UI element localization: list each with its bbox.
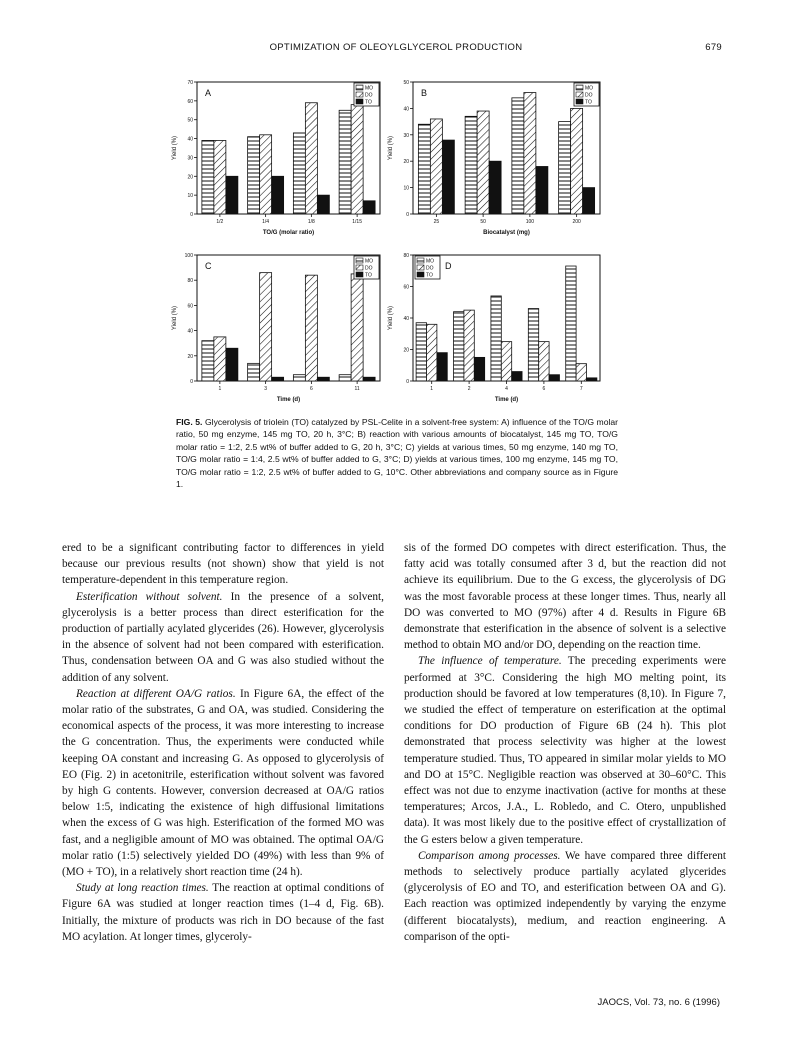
body-column-left (62, 540, 384, 945)
bar-do (260, 273, 272, 381)
bar-to (272, 377, 284, 381)
bar-do (305, 103, 317, 214)
legend-label: DO (426, 265, 434, 272)
legend-label: MO (365, 258, 374, 265)
bar-do (260, 135, 272, 214)
x-axis-label: Time (d) (276, 397, 301, 403)
legend-label: DO (365, 265, 373, 272)
x-tick-label: 1/8 (307, 219, 315, 225)
page-number: 679 (705, 42, 722, 53)
bar-mo (491, 296, 501, 381)
legend-swatch-mo (576, 85, 583, 90)
bar-mo (248, 137, 260, 214)
bar-mo (248, 363, 260, 381)
y-tick-label: 30 (403, 132, 409, 139)
paragraph-text: In Figure 6A, the effect of the molar ratio of the substrates, G and OA, was studied. Considering the economical aspects of the process, it was more interesting to increase the G concentration. Thus, the experiments were conducted while keeping OA constant and increasing G. As opposed to glycerolysis of EO (Fig. 2) in acetonitrile, esterification without solvent was favored by high G contents. However, conversion decreased at OA/G ratios below 1:5, indicating the existence of high diffusional limitations when the excess of G was high. Esterification of the formed MO was fast, and a negligible amount of MO was obtained. The optimal OA/G molar ratio (1:5) selectively yielded DO (49%) with less than 9% of (MO + TO), in a relatively short reaction time (24 h). (62, 687, 384, 879)
y-tick-label: 20 (187, 174, 193, 181)
paragraph-heading: The influence of temperature. (418, 655, 562, 668)
y-axis-label: Yield (%) (172, 135, 178, 161)
x-tick-label: 6 (309, 386, 313, 392)
legend-label: TO (365, 99, 372, 106)
x-axis-label: Time (d) (494, 397, 519, 403)
paragraph-text: The preceding experiments were performed at 3°C. Considering the high MO melting point, its production should be favored at low temperatures (8,10). In Figure 7, we studied the effect of temperature on esterification at the optimal conditions for DO production of Figure 6B (24 h). This plot demonstrated that process selectivity was higher at the lowest temperature studied. Thus, TO appeared in similar molar yields to MO and DO at 15°C. Negligible reaction was observed at 30–60°C. This effect was not due to enzyme inactivation (active for months at these temperatures; Arcos, J.A., L. Robledo, and C. Otero, unpublished data). It was most likely due to the positive effect of crystallization of the G esters below a given temperature. (404, 655, 727, 846)
x-tick-label: 4 (505, 386, 508, 392)
legend-swatch-do (356, 265, 363, 270)
y-tick-label: 10 (403, 185, 409, 192)
panel-letter: A (205, 88, 212, 98)
y-axis-label: Yield (%) (388, 305, 394, 331)
paragraph-text: The reaction at optimal conditions of Figure 6A was studied at longer reaction times (1–4 d, Fig. 6B). Initially, the mixture of products was rich in DO because of the fast MO acylation. At longer times, glyceroly- (62, 882, 384, 943)
bar-mo (416, 323, 426, 381)
bar-do (501, 342, 511, 381)
x-tick-label: 3 (264, 386, 268, 392)
y-tick-label: 60 (187, 98, 193, 105)
bar-to (536, 166, 548, 214)
paragraph-text: We have compared three different methods to selectively produce partially acylated glycerides (glycerolysis of EO and TO, and esterification between OA and G). Each reaction was optimized independently by varying the enzyme (different biocatalysts), medium, and reaction engineering. A comparison of the opti- (404, 849, 726, 943)
bar-do (464, 310, 474, 381)
y-tick-label: 70 (187, 80, 193, 86)
legend-label: MO (585, 85, 594, 92)
panel-letter: B (421, 88, 428, 98)
y-tick-label: 40 (403, 316, 409, 322)
bar-mo (202, 140, 214, 214)
legend-label: TO (585, 99, 592, 106)
y-tick-label: 40 (403, 106, 409, 113)
bar-do (477, 111, 489, 214)
bar-to (272, 176, 284, 214)
running-header (0, 40, 792, 58)
y-tick-label: 0 (406, 212, 409, 218)
y-tick-label: 30 (187, 155, 193, 162)
chart-panel-c (172, 253, 380, 403)
y-tick-label: 100 (184, 253, 193, 259)
y-tick-label: 80 (187, 278, 193, 285)
legend-swatch-to (356, 272, 363, 277)
bar-to (363, 377, 375, 381)
x-tick-label: 1 (218, 386, 222, 392)
y-axis-label: Yield (%) (388, 135, 394, 161)
bar-do (571, 108, 583, 214)
y-tick-label: 50 (403, 80, 409, 86)
paragraph-heading: Esterification without solvent. (76, 590, 223, 603)
legend-swatch-do (356, 92, 363, 97)
y-tick-label: 50 (187, 117, 193, 124)
body-column-right (404, 540, 726, 945)
paragraph: sis of the formed DO competes with direct esterification. Thus, the fatty acid was totally consumed after 3 d, but the reaction did not achieve its equilibrium. Due to the G excess, the glycerolysis of DG was the most favorable process at these longer times. Thus, nearly all DO was converted to MO (97%) after 4 d. Results in Figure 6B demonstrate that esterification in the absence of solvent is a selective method to obtain MO and/or DO, depending on the reaction time. (404, 542, 726, 652)
y-axis-label: Yield (%) (172, 305, 178, 331)
bar-to (226, 348, 238, 381)
y-tick-label: 0 (190, 379, 193, 385)
legend-swatch-do (576, 92, 583, 97)
legend-label: TO (365, 272, 372, 279)
journal-footer: JAOCS, Vol. 73, no. 6 (1996) (597, 997, 720, 1008)
x-tick-label: 11 (354, 386, 360, 392)
figure-caption (176, 416, 618, 490)
legend-swatch-to (356, 99, 363, 104)
bar-do (214, 140, 226, 214)
y-tick-label: 20 (403, 347, 409, 354)
bar-to (586, 378, 596, 381)
x-tick-label: 200 (572, 219, 581, 225)
legend-label: DO (365, 92, 373, 99)
legend-label: TO (426, 272, 433, 279)
paragraph: ered to be a significant contributing factor to differences in yield because our previous results (not shown) show that yield is not temperature-dependent in this temperature region. (62, 542, 384, 587)
bar-do (305, 275, 317, 381)
bar-mo (339, 375, 351, 381)
chart-panel-b (388, 80, 600, 236)
bar-to (512, 372, 522, 381)
x-tick-label: 6 (542, 386, 546, 392)
x-tick-label: 1/4 (262, 219, 270, 225)
bar-to (442, 140, 454, 214)
bar-do (214, 337, 226, 381)
bar-do (576, 364, 586, 381)
panel-letter: D (445, 261, 452, 271)
y-tick-label: 60 (187, 303, 193, 310)
running-title: OPTIMIZATION OF OLEOYLGLYCEROL PRODUCTION (269, 42, 523, 53)
legend-swatch-mo (356, 258, 363, 263)
y-tick-label: 20 (187, 353, 193, 360)
y-tick-label: 10 (187, 193, 193, 200)
bar-do (430, 119, 442, 214)
bar-mo (528, 309, 538, 381)
bar-mo (465, 116, 477, 214)
bar-to (317, 195, 329, 214)
x-tick-label: 50 (480, 219, 486, 225)
bar-to (317, 377, 329, 381)
x-tick-label: 1/15 (352, 219, 362, 225)
paragraph (62, 686, 384, 880)
figure-5 (150, 72, 620, 412)
bar-do (351, 105, 363, 214)
bar-to (363, 201, 375, 214)
bar-mo (339, 110, 351, 214)
y-tick-label: 60 (403, 284, 409, 291)
chart-panel-a (172, 80, 380, 236)
bar-mo (202, 341, 214, 381)
bar-to (474, 357, 484, 381)
caption-label: FIG. 5. (176, 417, 203, 427)
y-tick-label: 40 (187, 328, 193, 335)
x-axis-label: TO/G (molar ratio) (262, 230, 315, 236)
bar-to (549, 375, 559, 381)
paragraph-heading: Reaction at different OA/G ratios. (76, 687, 236, 700)
bar-mo (566, 266, 576, 381)
x-axis-label: Biocatalyst (mg) (483, 230, 530, 236)
bar-to (583, 188, 595, 214)
bar-mo (418, 124, 430, 214)
legend-label: DO (585, 92, 593, 99)
caption-text: Glycerolysis of triolein (TO) catalyzed by PSL-Celite in a solvent-free system: A) influence of the TO/G molar ratio, 50 mg enzyme, 145 mg TO, 20 h, 3°C; B) reaction with various amounts of biocatalyst, 145 mg TO, TO/G molar ratio = 1:2, 2.5 wt% of buffer added to G, 20 h, 3°C; C) yields at various times, 50 mg enzyme, 140 mg TO, TO/G molar ratio = 1:4, 2.5 wt% of buffer added to G, 3°C; D) yields at various times, 100 mg enzyme, 145 mg TO, TO/G molar ratio = 1:2, 2.5 wt% of buffer added to G, 10°C. Other abbreviations and company source as in Figure 1. (176, 417, 619, 490)
y-tick-label: 0 (190, 212, 193, 218)
bar-do (427, 324, 437, 381)
bar-do (524, 93, 536, 214)
x-tick-label: 1/2 (216, 219, 224, 225)
paragraph-heading: Study at long reaction times. (76, 882, 209, 895)
bar-to (489, 161, 501, 214)
bar-mo (293, 375, 305, 381)
legend-label: MO (426, 258, 435, 265)
chart-panel-d (388, 253, 600, 403)
x-tick-label: 1 (430, 386, 434, 392)
paragraph (62, 589, 384, 686)
bar-mo (559, 122, 571, 214)
bar-mo (293, 133, 305, 214)
legend-swatch-to (576, 99, 583, 104)
y-tick-label: 40 (187, 136, 193, 143)
paragraph (404, 653, 726, 847)
bar-mo (512, 98, 524, 214)
legend-label: MO (365, 85, 374, 92)
legend-swatch-mo (356, 85, 363, 90)
paragraph (404, 848, 726, 945)
y-tick-label: 0 (406, 379, 409, 385)
legend-swatch-to (417, 272, 424, 277)
paragraph-text: In the presence of a solvent, glycerolysis is a better process than direct esterification for the production of partially acylated glycerides (26). However, glycerolysis in the absence of solvent had not been compared with esterification. Thus, condensation between OA and G was also studied without the addition of any solvent. (62, 590, 384, 684)
paragraph (62, 880, 384, 945)
bar-to (226, 176, 238, 214)
panel-letter: C (205, 261, 212, 271)
y-tick-label: 80 (403, 253, 409, 259)
y-tick-label: 20 (403, 159, 409, 166)
legend-swatch-mo (417, 258, 424, 263)
bar-do (351, 274, 363, 381)
bar-to (437, 353, 447, 381)
legend-swatch-do (417, 265, 424, 270)
x-tick-label: 7 (579, 386, 583, 392)
paragraph-heading: Comparison among processes. (418, 849, 561, 862)
bar-do (539, 342, 549, 381)
x-tick-label: 25 (433, 219, 440, 225)
x-tick-label: 100 (525, 219, 535, 225)
bar-mo (454, 312, 464, 381)
x-tick-label: 2 (467, 386, 471, 392)
